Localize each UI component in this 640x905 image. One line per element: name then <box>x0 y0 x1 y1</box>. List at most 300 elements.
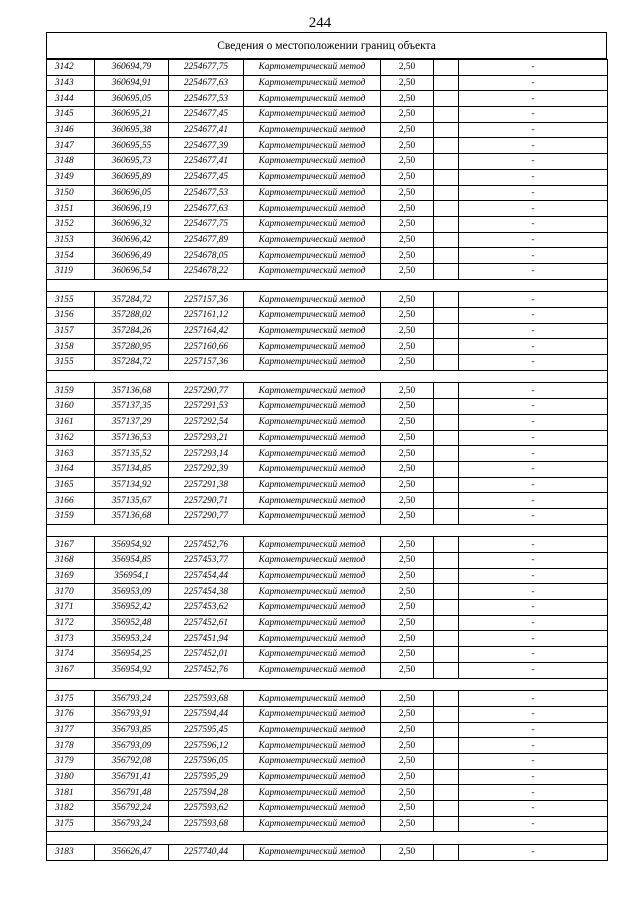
table-row <box>47 769 608 785</box>
blank-cell <box>434 446 459 462</box>
method: Картометрический метод <box>244 75 381 91</box>
accuracy: 2,50 <box>381 785 434 801</box>
coord-x: 357136,53 <box>95 430 169 446</box>
accuracy: 2,50 <box>381 584 434 600</box>
method: Картометрический метод <box>244 292 381 308</box>
coord-y: 2257161,12 <box>169 308 244 324</box>
coord-x: 356793,85 <box>95 722 169 738</box>
coord-x: 360695,38 <box>95 122 169 138</box>
coord-y: 2257593,68 <box>169 691 244 707</box>
coord-y: 2257454,38 <box>169 584 244 600</box>
coord-x: 357137,35 <box>95 399 169 415</box>
blank-cell <box>434 615 459 631</box>
coord-x: 356626,47 <box>95 845 169 861</box>
coord-y: 2257596,12 <box>169 738 244 754</box>
table-row <box>47 383 608 399</box>
blank-cell <box>434 816 459 832</box>
dash: - <box>459 769 608 785</box>
coord-y: 2254677,41 <box>169 122 244 138</box>
point-number: 3160 <box>47 399 95 415</box>
table-row <box>47 169 608 185</box>
table-row <box>47 508 608 524</box>
method: Картометрический метод <box>244 600 381 616</box>
table-row <box>47 801 608 817</box>
dash: - <box>459 615 608 631</box>
accuracy: 2,50 <box>381 722 434 738</box>
dash: - <box>459 706 608 722</box>
point-number: 3162 <box>47 430 95 446</box>
point-number: 3147 <box>47 138 95 154</box>
table-row <box>47 414 608 430</box>
table-row <box>47 631 608 647</box>
accuracy: 2,50 <box>381 430 434 446</box>
point-number: 3180 <box>47 769 95 785</box>
point-number: 3144 <box>47 91 95 107</box>
method: Картометрический метод <box>244 662 381 678</box>
accuracy: 2,50 <box>381 138 434 154</box>
dash: - <box>459 446 608 462</box>
coord-y: 2257290,71 <box>169 493 244 509</box>
point-number: 3154 <box>47 248 95 264</box>
coord-y: 2254677,45 <box>169 107 244 123</box>
coord-y: 2257451,94 <box>169 631 244 647</box>
coord-x: 357284,72 <box>95 355 169 371</box>
group-separator <box>47 370 608 383</box>
blank-cell <box>434 477 459 493</box>
accuracy: 2,50 <box>381 355 434 371</box>
table-row <box>47 816 608 832</box>
accuracy: 2,50 <box>381 263 434 279</box>
coord-x: 357135,52 <box>95 446 169 462</box>
accuracy: 2,50 <box>381 292 434 308</box>
method: Картометрический метод <box>244 816 381 832</box>
coord-x: 357137,29 <box>95 414 169 430</box>
coord-y: 2254678,22 <box>169 263 244 279</box>
method: Картометрический метод <box>244 323 381 339</box>
blank-cell <box>434 553 459 569</box>
separator-cell <box>47 678 608 691</box>
accuracy: 2,50 <box>381 537 434 553</box>
dash: - <box>459 91 608 107</box>
coord-y: 2254677,63 <box>169 201 244 217</box>
coord-y: 2254677,75 <box>169 60 244 76</box>
blank-cell <box>434 691 459 707</box>
point-number: 3166 <box>47 493 95 509</box>
accuracy: 2,50 <box>381 308 434 324</box>
coord-x: 360695,89 <box>95 169 169 185</box>
blank-cell <box>434 138 459 154</box>
table-title: Сведения о местоположении границ объекта <box>46 32 607 59</box>
accuracy: 2,50 <box>381 631 434 647</box>
accuracy: 2,50 <box>381 201 434 217</box>
accuracy: 2,50 <box>381 216 434 232</box>
dash: - <box>459 339 608 355</box>
blank-cell <box>434 647 459 663</box>
coord-y: 2254678,05 <box>169 248 244 264</box>
blank-cell <box>434 584 459 600</box>
dash: - <box>459 122 608 138</box>
blank-cell <box>434 508 459 524</box>
point-number: 3119 <box>47 263 95 279</box>
dash: - <box>459 75 608 91</box>
dash: - <box>459 461 608 477</box>
table-row <box>47 107 608 123</box>
table-row <box>47 91 608 107</box>
blank-cell <box>434 383 459 399</box>
accuracy: 2,50 <box>381 508 434 524</box>
blank-cell <box>434 753 459 769</box>
dash: - <box>459 138 608 154</box>
coordinates-table <box>46 59 608 861</box>
method: Картометрический метод <box>244 446 381 462</box>
dash: - <box>459 201 608 217</box>
dash: - <box>459 553 608 569</box>
dash: - <box>459 383 608 399</box>
point-number: 3152 <box>47 216 95 232</box>
point-number: 3181 <box>47 785 95 801</box>
accuracy: 2,50 <box>381 383 434 399</box>
method: Картометрический метод <box>244 691 381 707</box>
accuracy: 2,50 <box>381 816 434 832</box>
accuracy: 2,50 <box>381 553 434 569</box>
blank-cell <box>434 769 459 785</box>
blank-cell <box>434 706 459 722</box>
table-row <box>47 600 608 616</box>
dash: - <box>459 60 608 76</box>
method: Картометрический метод <box>244 647 381 663</box>
coord-y: 2257452,76 <box>169 537 244 553</box>
accuracy: 2,50 <box>381 568 434 584</box>
point-number: 3143 <box>47 75 95 91</box>
coord-y: 2257453,62 <box>169 600 244 616</box>
method: Картометрический метод <box>244 169 381 185</box>
method: Картометрический метод <box>244 508 381 524</box>
accuracy: 2,50 <box>381 845 434 861</box>
method: Картометрический метод <box>244 355 381 371</box>
coord-x: 356792,24 <box>95 801 169 817</box>
accuracy: 2,50 <box>381 60 434 76</box>
group-separator <box>47 279 608 292</box>
table-row <box>47 122 608 138</box>
method: Картометрический метод <box>244 430 381 446</box>
point-number: 3182 <box>47 801 95 817</box>
blank-cell <box>434 107 459 123</box>
coord-y: 2257595,45 <box>169 722 244 738</box>
accuracy: 2,50 <box>381 600 434 616</box>
coord-x: 360696,54 <box>95 263 169 279</box>
accuracy: 2,50 <box>381 323 434 339</box>
point-number: 3157 <box>47 323 95 339</box>
method: Картометрический метод <box>244 461 381 477</box>
point-number: 3153 <box>47 232 95 248</box>
table-row <box>47 201 608 217</box>
method: Картометрический метод <box>244 738 381 754</box>
dash: - <box>459 631 608 647</box>
method: Картометрический метод <box>244 232 381 248</box>
separator-cell <box>47 370 608 383</box>
dash: - <box>459 785 608 801</box>
point-number: 3161 <box>47 414 95 430</box>
coord-x: 356791,48 <box>95 785 169 801</box>
point-number: 3171 <box>47 600 95 616</box>
blank-cell <box>434 75 459 91</box>
table-row <box>47 355 608 371</box>
point-number: 3173 <box>47 631 95 647</box>
accuracy: 2,50 <box>381 122 434 138</box>
coord-y: 2254677,53 <box>169 185 244 201</box>
blank-cell <box>434 185 459 201</box>
blank-cell <box>434 801 459 817</box>
blank-cell <box>434 845 459 861</box>
point-number: 3178 <box>47 738 95 754</box>
coord-x: 360696,05 <box>95 185 169 201</box>
table-row <box>47 845 608 861</box>
dash: - <box>459 323 608 339</box>
point-number: 3159 <box>47 383 95 399</box>
dash: - <box>459 308 608 324</box>
coord-x: 357136,68 <box>95 383 169 399</box>
point-number: 3170 <box>47 584 95 600</box>
table-row <box>47 647 608 663</box>
group-separator <box>47 524 608 537</box>
coord-y: 2254677,45 <box>169 169 244 185</box>
method: Картометрический метод <box>244 339 381 355</box>
table-row <box>47 308 608 324</box>
table-row <box>47 553 608 569</box>
coord-x: 357284,72 <box>95 292 169 308</box>
method: Картометрический метод <box>244 845 381 861</box>
dash: - <box>459 537 608 553</box>
method: Картометрический метод <box>244 568 381 584</box>
method: Картометрический метод <box>244 107 381 123</box>
coord-y: 2257594,44 <box>169 706 244 722</box>
coord-y: 2254677,41 <box>169 154 244 170</box>
method: Картометрический метод <box>244 769 381 785</box>
dash: - <box>459 801 608 817</box>
table-row <box>47 430 608 446</box>
coord-x: 360696,49 <box>95 248 169 264</box>
method: Картометрический метод <box>244 801 381 817</box>
accuracy: 2,50 <box>381 691 434 707</box>
coord-y: 2257164,42 <box>169 323 244 339</box>
coord-y: 2257291,53 <box>169 399 244 415</box>
point-number: 3145 <box>47 107 95 123</box>
table-row <box>47 75 608 91</box>
coord-x: 356954,85 <box>95 553 169 569</box>
point-number: 3164 <box>47 461 95 477</box>
table-row <box>47 60 608 76</box>
blank-cell <box>434 263 459 279</box>
method: Картометрический метод <box>244 414 381 430</box>
blank-cell <box>434 323 459 339</box>
coord-y: 2257452,76 <box>169 662 244 678</box>
table-row <box>47 232 608 248</box>
coord-y: 2257157,36 <box>169 355 244 371</box>
blank-cell <box>434 568 459 584</box>
accuracy: 2,50 <box>381 647 434 663</box>
table-row <box>47 216 608 232</box>
method: Картометрический метод <box>244 477 381 493</box>
table-row <box>47 493 608 509</box>
coord-x: 356793,91 <box>95 706 169 722</box>
coord-x: 356953,09 <box>95 584 169 600</box>
dash: - <box>459 568 608 584</box>
dash: - <box>459 185 608 201</box>
blank-cell <box>434 232 459 248</box>
coord-y: 2257593,68 <box>169 816 244 832</box>
dash: - <box>459 414 608 430</box>
point-number: 3168 <box>47 553 95 569</box>
group-separator <box>47 832 608 845</box>
accuracy: 2,50 <box>381 801 434 817</box>
method: Картометрический метод <box>244 722 381 738</box>
accuracy: 2,50 <box>381 446 434 462</box>
point-number: 3177 <box>47 722 95 738</box>
method: Картометрический метод <box>244 263 381 279</box>
coord-y: 2257293,21 <box>169 430 244 446</box>
table-row <box>47 154 608 170</box>
method: Картометрический метод <box>244 631 381 647</box>
point-number: 3163 <box>47 446 95 462</box>
separator-cell <box>47 524 608 537</box>
method: Картометрический метод <box>244 584 381 600</box>
blank-cell <box>434 292 459 308</box>
table-row <box>47 339 608 355</box>
point-number: 3183 <box>47 845 95 861</box>
coord-x: 360695,73 <box>95 154 169 170</box>
dash: - <box>459 584 608 600</box>
accuracy: 2,50 <box>381 399 434 415</box>
accuracy: 2,50 <box>381 615 434 631</box>
dash: - <box>459 154 608 170</box>
method: Картометрический метод <box>244 615 381 631</box>
dash: - <box>459 477 608 493</box>
coord-x: 360694,79 <box>95 60 169 76</box>
point-number: 3176 <box>47 706 95 722</box>
method: Картометрический метод <box>244 399 381 415</box>
blank-cell <box>434 169 459 185</box>
method: Картометрический метод <box>244 216 381 232</box>
point-number: 3155 <box>47 292 95 308</box>
blank-cell <box>434 248 459 264</box>
coord-x: 356954,25 <box>95 647 169 663</box>
blank-cell <box>434 600 459 616</box>
method: Картометрический метод <box>244 553 381 569</box>
separator-cell <box>47 832 608 845</box>
point-number: 3148 <box>47 154 95 170</box>
point-number: 3175 <box>47 691 95 707</box>
accuracy: 2,50 <box>381 738 434 754</box>
dash: - <box>459 845 608 861</box>
blank-cell <box>434 414 459 430</box>
accuracy: 2,50 <box>381 493 434 509</box>
dash: - <box>459 722 608 738</box>
method: Картометрический метод <box>244 785 381 801</box>
coord-x: 356792,08 <box>95 753 169 769</box>
accuracy: 2,50 <box>381 91 434 107</box>
dash: - <box>459 355 608 371</box>
coord-y: 2257292,54 <box>169 414 244 430</box>
accuracy: 2,50 <box>381 248 434 264</box>
table-row <box>47 292 608 308</box>
accuracy: 2,50 <box>381 232 434 248</box>
method: Картометрический метод <box>244 122 381 138</box>
table-row <box>47 662 608 678</box>
point-number: 3167 <box>47 662 95 678</box>
point-number: 3167 <box>47 537 95 553</box>
table-body <box>47 60 608 861</box>
table-row <box>47 738 608 754</box>
coord-y: 2257452,61 <box>169 615 244 631</box>
table-row <box>47 568 608 584</box>
dash: - <box>459 216 608 232</box>
point-number: 3150 <box>47 185 95 201</box>
coord-y: 2254677,75 <box>169 216 244 232</box>
point-number: 3169 <box>47 568 95 584</box>
blank-cell <box>434 493 459 509</box>
dash: - <box>459 430 608 446</box>
table-row <box>47 399 608 415</box>
coord-y: 2254677,53 <box>169 91 244 107</box>
method: Картометрический метод <box>244 154 381 170</box>
coord-x: 357288,02 <box>95 308 169 324</box>
dash: - <box>459 508 608 524</box>
method: Картометрический метод <box>244 60 381 76</box>
method: Картометрический метод <box>244 185 381 201</box>
blank-cell <box>434 785 459 801</box>
table-row <box>47 263 608 279</box>
coord-x: 357136,68 <box>95 508 169 524</box>
table-row <box>47 584 608 600</box>
table-row <box>47 785 608 801</box>
accuracy: 2,50 <box>381 414 434 430</box>
coord-y: 2257293,14 <box>169 446 244 462</box>
accuracy: 2,50 <box>381 75 434 91</box>
coord-y: 2254677,89 <box>169 232 244 248</box>
coord-y: 2257290,77 <box>169 508 244 524</box>
point-number: 3174 <box>47 647 95 663</box>
coord-x: 356952,48 <box>95 615 169 631</box>
table-row <box>47 138 608 154</box>
coord-y: 2257292,39 <box>169 461 244 477</box>
page-number: 244 <box>308 15 332 31</box>
coord-x: 357134,85 <box>95 461 169 477</box>
coord-y: 2257452,01 <box>169 647 244 663</box>
table-row <box>47 446 608 462</box>
table-row <box>47 691 608 707</box>
dash: - <box>459 738 608 754</box>
point-number: 3155 <box>47 355 95 371</box>
separator-cell <box>47 279 608 292</box>
coord-x: 356953,24 <box>95 631 169 647</box>
coord-x: 356954,92 <box>95 537 169 553</box>
coord-y: 2257595,29 <box>169 769 244 785</box>
coord-y: 2257453,77 <box>169 553 244 569</box>
blank-cell <box>434 461 459 477</box>
blank-cell <box>434 216 459 232</box>
coord-y: 2254677,63 <box>169 75 244 91</box>
point-number: 3172 <box>47 615 95 631</box>
method: Картометрический метод <box>244 383 381 399</box>
point-number: 3175 <box>47 816 95 832</box>
accuracy: 2,50 <box>381 169 434 185</box>
point-number: 3151 <box>47 201 95 217</box>
table-row <box>47 615 608 631</box>
blank-cell <box>434 662 459 678</box>
dash: - <box>459 292 608 308</box>
coord-x: 360695,21 <box>95 107 169 123</box>
accuracy: 2,50 <box>381 753 434 769</box>
